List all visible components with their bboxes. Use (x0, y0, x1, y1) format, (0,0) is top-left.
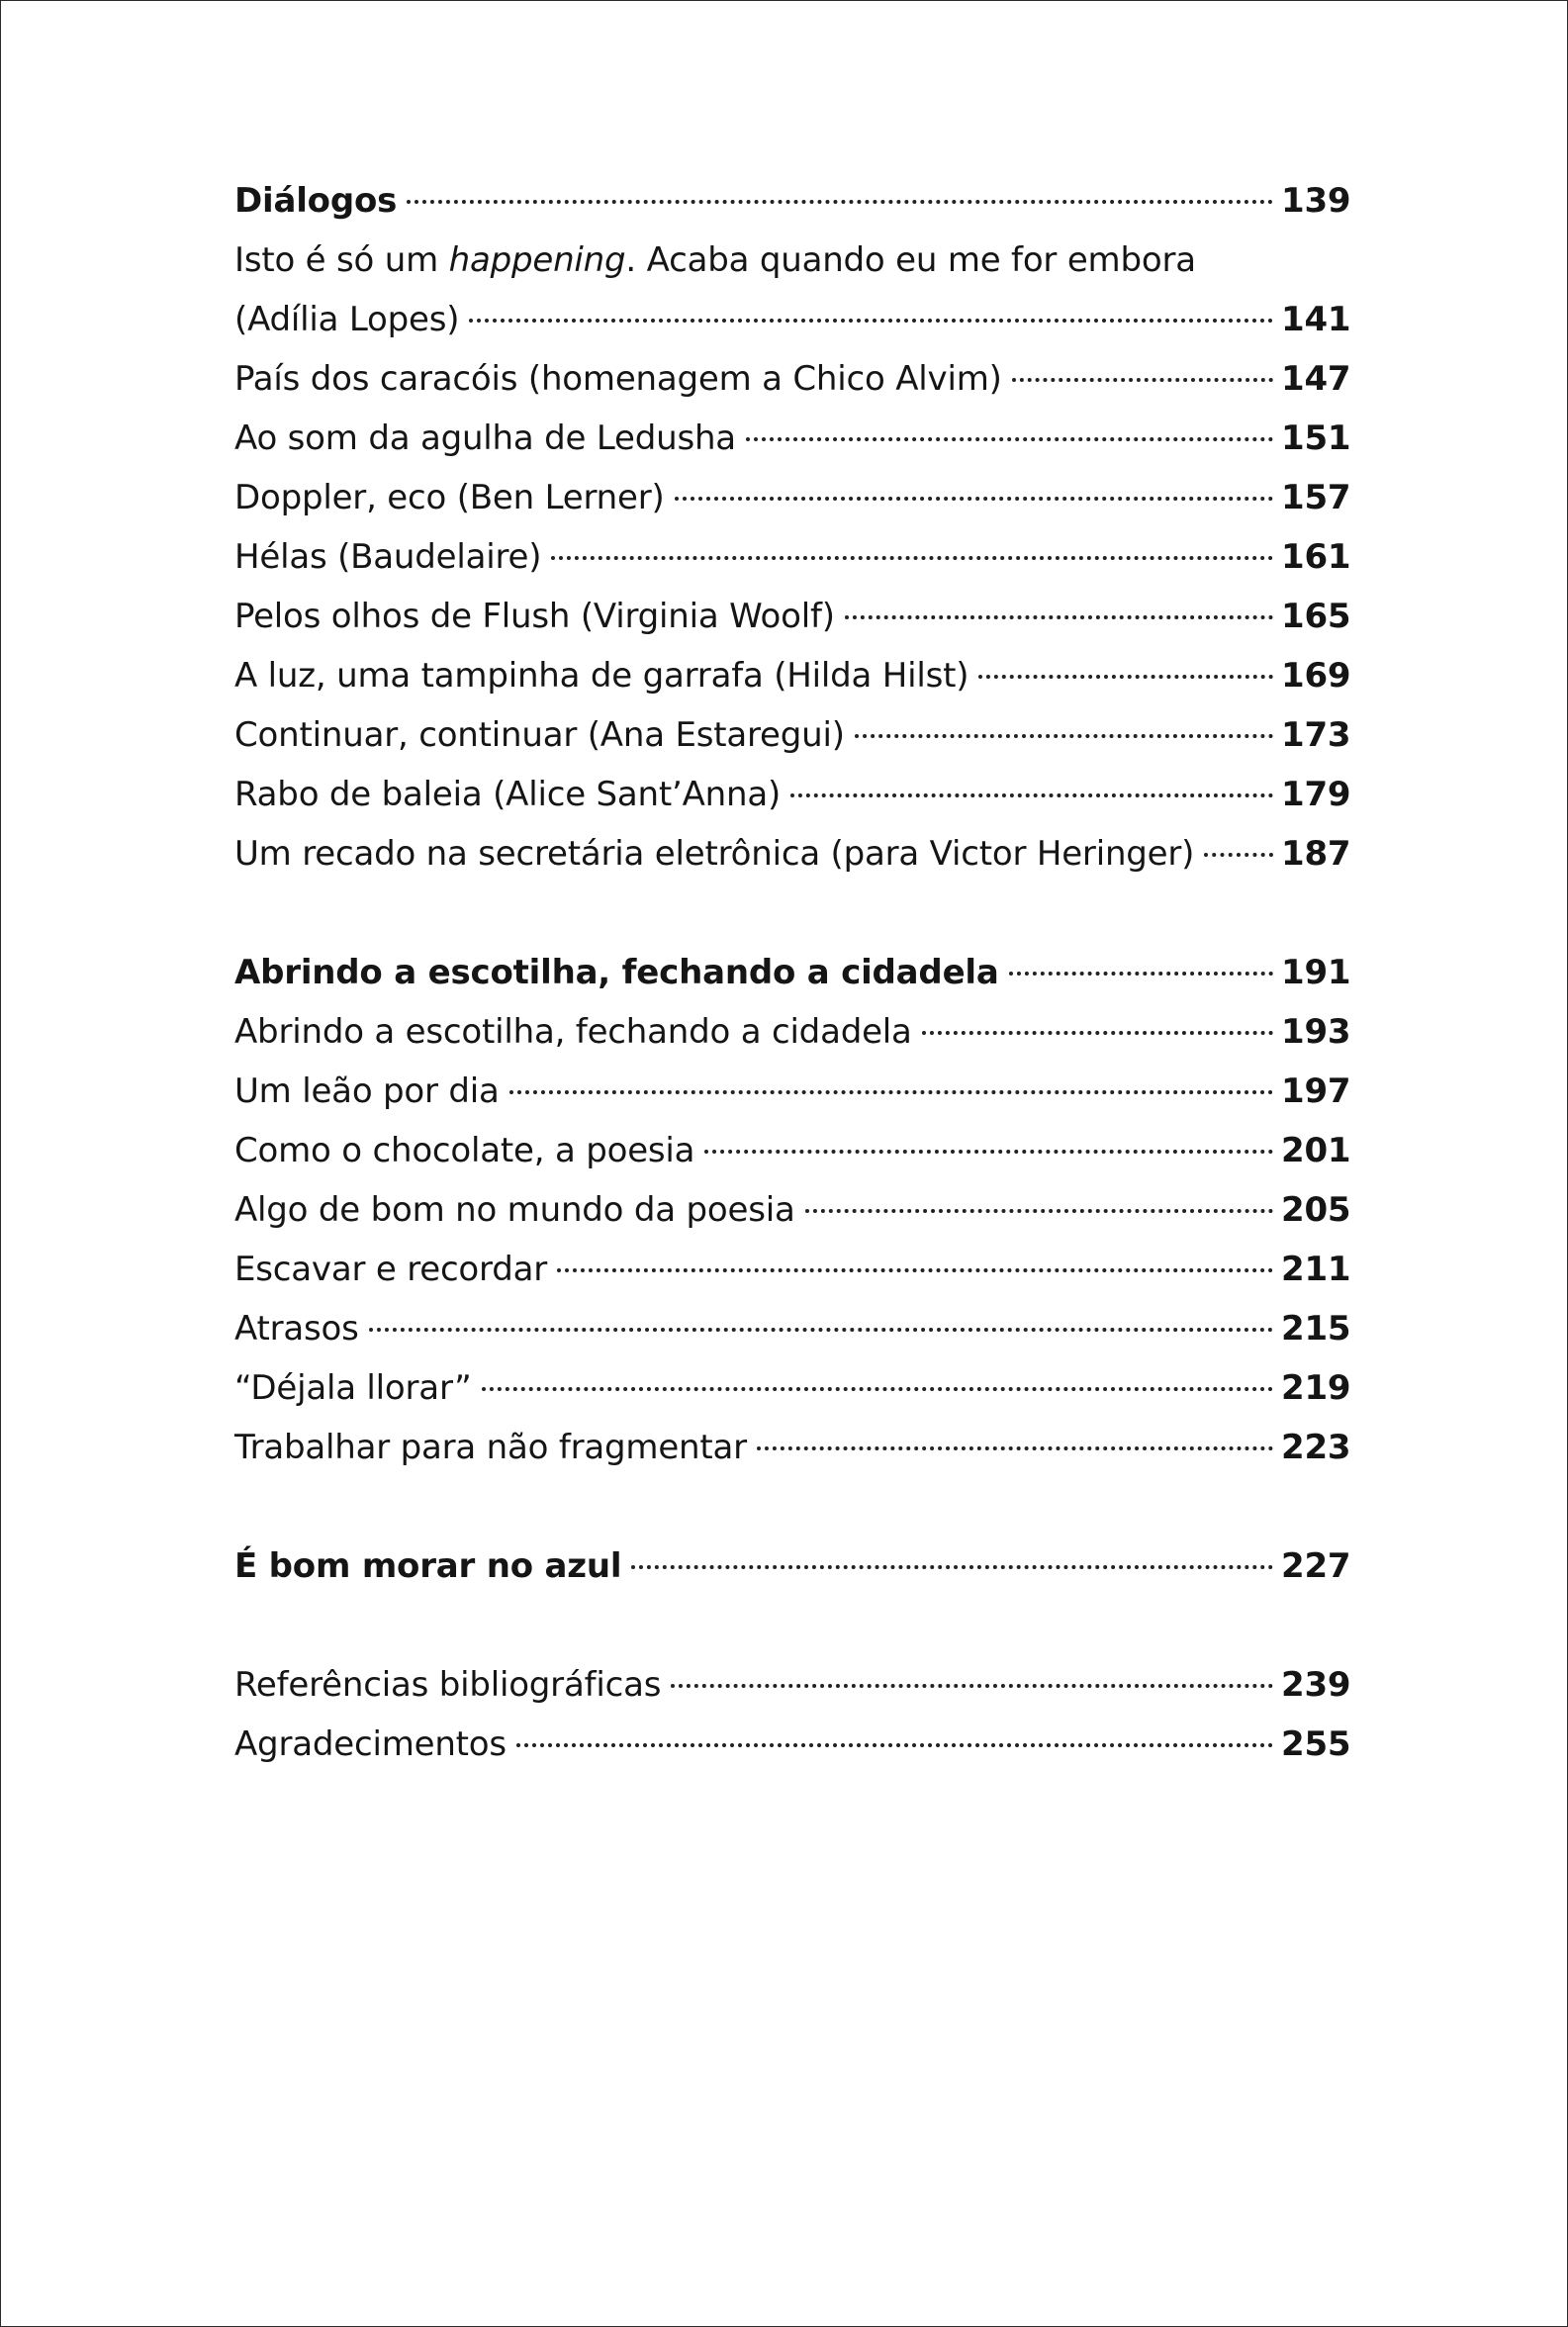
dot-leader (855, 734, 1273, 738)
toc-entry (234, 1240, 1351, 1299)
toc-heading (234, 943, 1351, 1002)
dot-leader (704, 1150, 1273, 1154)
toc-entry-page: 219 (1281, 1368, 1351, 1408)
toc-entry-title: Abrindo a escotilha, fechando a cidadela (234, 1012, 912, 1052)
toc-entry-page: 157 (1281, 478, 1351, 517)
dot-leader (671, 1684, 1273, 1688)
toc-section-dialogos (234, 171, 1351, 884)
toc-entry (234, 1655, 1351, 1715)
dot-leader (369, 1328, 1273, 1332)
toc-entry (234, 824, 1351, 884)
toc-entry-page: 147 (1281, 359, 1351, 399)
dot-leader (509, 1090, 1273, 1094)
toc-entry-title: Doppler, eco (Ben Lerner) (234, 478, 665, 517)
dot-leader (1012, 378, 1273, 382)
toc-entry-title: “Déjala llorar” (234, 1368, 472, 1408)
toc-entry (234, 1062, 1351, 1121)
toc-entry (234, 1418, 1351, 1477)
toc-section-azul (234, 1536, 1351, 1596)
toc-entry-title: Um leão por dia (234, 1071, 500, 1111)
toc-entry-page: 187 (1281, 834, 1351, 874)
dot-leader (1009, 972, 1273, 976)
toc-entry-page: 223 (1281, 1428, 1351, 1467)
toc-section-escotilha (234, 943, 1351, 1477)
dot-leader (746, 437, 1273, 441)
toc-entry (234, 349, 1351, 409)
toc-entry (234, 587, 1351, 646)
toc-entry-page: 205 (1281, 1190, 1351, 1230)
toc-entry-title: Continuar, continuar (Ana Estaregui) (234, 715, 845, 755)
toc-entry (234, 1299, 1351, 1358)
toc-entry-page: 255 (1281, 1724, 1351, 1764)
dot-leader (757, 1446, 1273, 1450)
toc-entry-title: Atrasos (234, 1309, 359, 1349)
toc-heading-page: 227 (1281, 1546, 1351, 1586)
toc-entry-title: Ao som da agulha de Ledusha (234, 419, 736, 458)
toc-entry-title: Como o chocolate, a poesia (234, 1131, 695, 1170)
dot-leader (845, 615, 1273, 619)
dot-leader (482, 1387, 1273, 1391)
toc-heading-title: Abrindo a escotilha, fechando a cidadela (234, 953, 999, 992)
toc-entry-page: 201 (1281, 1131, 1351, 1170)
toc-entry-page: 193 (1281, 1012, 1351, 1052)
toc-entry-page: 179 (1281, 775, 1351, 814)
table-of-contents (234, 171, 1351, 1833)
dot-leader (675, 497, 1273, 501)
toc-entry-page: 197 (1281, 1071, 1351, 1111)
dot-leader (469, 319, 1273, 323)
toc-heading-page: 191 (1281, 953, 1351, 992)
toc-entry-title: Rabo de baleia (Alice Sant’Anna) (234, 775, 782, 814)
toc-entry (234, 1180, 1351, 1240)
toc-entry-page: 141 (1281, 300, 1351, 339)
dot-leader (805, 1209, 1273, 1213)
toc-entry-title: Um recado na secretária eletrônica (para Victor Heringer) (234, 834, 1195, 874)
toc-entry-title: Escavar e recordar (234, 1250, 548, 1289)
toc-heading-title: É bom morar no azul (234, 1546, 622, 1586)
dot-leader (516, 1743, 1273, 1747)
dot-leader (551, 556, 1273, 560)
toc-entry-title: Hélas (Baudelaire) (234, 537, 542, 577)
toc-heading-page: 139 (1281, 181, 1351, 221)
toc-entry-title: Referências bibliográficas (234, 1665, 662, 1705)
toc-entry (234, 765, 1351, 824)
toc-entry-page: 211 (1281, 1250, 1351, 1289)
toc-entry-page: 239 (1281, 1665, 1351, 1705)
toc-entry-title: País dos caracóis (homenagem a Chico Alvim) (234, 359, 1002, 399)
dot-leader (922, 1031, 1273, 1035)
toc-entry-title: Agradecimentos (234, 1724, 507, 1764)
toc-heading-title: Diálogos (234, 181, 398, 221)
dot-leader (631, 1565, 1273, 1569)
toc-entry-title: A luz, uma tampinha de garrafa (Hilda Hilst) (234, 656, 969, 696)
toc-entry-page: 161 (1281, 537, 1351, 577)
toc-entry-page: 173 (1281, 715, 1351, 755)
toc-heading (234, 171, 1351, 231)
toc-entry (234, 468, 1351, 527)
toc-entry (234, 705, 1351, 765)
toc-section-back-matter (234, 1655, 1351, 1774)
dot-leader (407, 200, 1273, 204)
toc-heading (234, 1536, 1351, 1596)
toc-entry-page: 151 (1281, 419, 1351, 458)
toc-entry (234, 1121, 1351, 1180)
toc-entry (234, 527, 1351, 587)
toc-entry (234, 646, 1351, 705)
toc-entry-title: Trabalhar para não fragmentar (234, 1428, 747, 1467)
toc-entry (234, 1002, 1351, 1062)
toc-entry-page: 165 (1281, 597, 1351, 636)
toc-entry-title: (Adília Lopes) (234, 300, 460, 339)
dot-leader (1204, 853, 1273, 857)
toc-entry-title: Algo de bom no mundo da poesia (234, 1190, 795, 1230)
toc-entry-page: 215 (1281, 1309, 1351, 1349)
toc-entry (234, 231, 1346, 290)
toc-entry-page: 169 (1281, 656, 1351, 696)
toc-entry-title: Isto é só um happening. Acaba quando eu me for embora (234, 240, 1196, 280)
toc-entry (234, 409, 1351, 468)
toc-entry (234, 1715, 1351, 1774)
dot-leader (557, 1268, 1273, 1272)
toc-entry (234, 290, 1351, 349)
dot-leader (978, 675, 1273, 679)
toc-entry (234, 1358, 1351, 1418)
dot-leader (790, 793, 1273, 797)
toc-entry-title: Pelos olhos de Flush (Virginia Woolf) (234, 597, 835, 636)
